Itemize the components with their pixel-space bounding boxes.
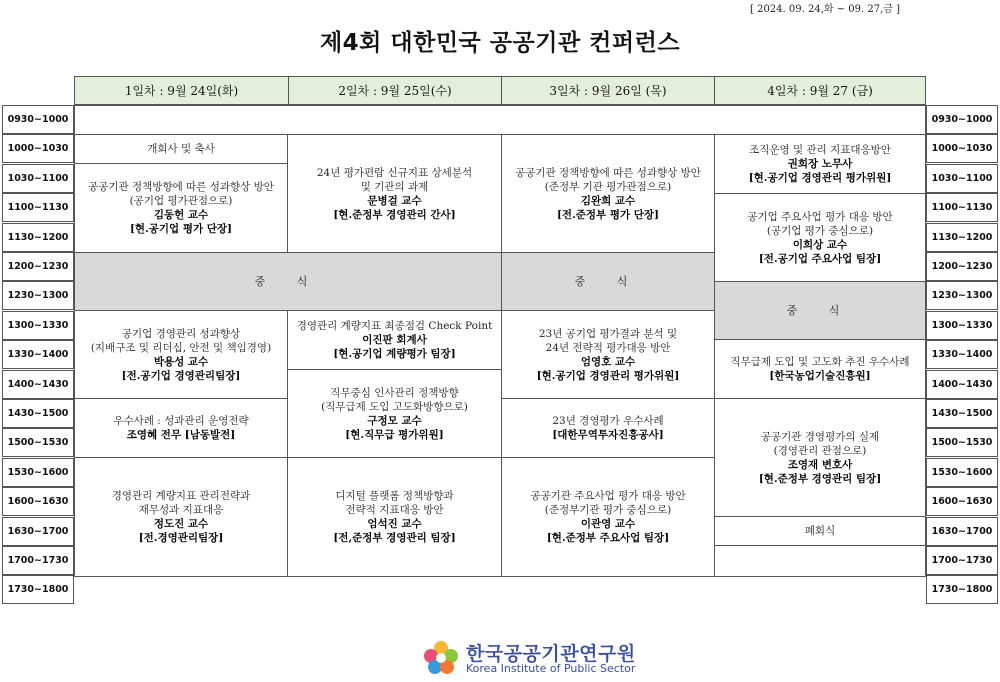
session-text: (지배구조 및 리더십, 안전 및 책임경영) xyxy=(90,341,272,354)
session-text: 24년 평가편람 신규지표 상세분석 xyxy=(316,166,473,179)
time-slot: 1000~1030 xyxy=(2,134,74,163)
time-slot: 1030~1100 xyxy=(2,164,74,193)
session-text: (공기업 평가관점으로) xyxy=(129,195,233,207)
session-d2-3 xyxy=(287,369,502,458)
time-slot: 1630~1700 xyxy=(2,517,74,546)
session-text: 공공기관 정책방향에 따른 성과향상 방안 xyxy=(515,166,701,179)
session-text: 중 식 xyxy=(254,274,322,288)
time-slot: 1130~1200 xyxy=(2,223,74,252)
session-d2-1 xyxy=(287,134,502,253)
session-text: 디지털 플랫폼 정책방향과 xyxy=(335,490,454,502)
session-speaker: [전.경영관리팀장] xyxy=(138,532,224,544)
session-speaker: [현.공기업 경영관리 평가위원] xyxy=(748,172,892,184)
time-slot: 1330~1400 xyxy=(926,340,998,369)
session-text: 전략적 지표대응 방안 xyxy=(345,504,444,516)
time-slot: 1400~1430 xyxy=(2,370,74,399)
session-text: (공기업 평가 중심으로) xyxy=(766,224,874,237)
session-text: 중 식 xyxy=(574,274,642,288)
session-speaker: 이진판 회계사 xyxy=(362,334,427,346)
time-slot: 1230~1300 xyxy=(926,281,998,310)
page-title: 제4회 대한민국 공공기관 컨퍼런스 xyxy=(319,30,681,56)
session-speaker: [한국농업기술진흥원] xyxy=(769,370,871,382)
session-speaker: 이희상 교수 xyxy=(792,238,848,251)
session-text: 경영관리 계량지표 최종점검 Check Point xyxy=(296,320,493,332)
session-text: (준정부 기관 평가관점으로) xyxy=(544,180,672,193)
session-text: 공기업 경영관리 성과향상 xyxy=(121,327,241,340)
session-d4-3 xyxy=(714,339,926,399)
day-header-3: 3일차 : 9월 26일 (목) xyxy=(501,76,714,105)
session-speaker: 문병걸 교수 xyxy=(367,194,422,207)
session-d4-1 xyxy=(714,134,926,194)
session-speaker: [전.공기업 주요사업 팀장] xyxy=(758,252,882,265)
time-slot: 1130~1200 xyxy=(926,223,998,252)
session-speaker: 엄석진 교수 xyxy=(367,518,422,530)
session-d3-3 xyxy=(501,398,715,458)
session-text: 조직운영 및 관리 지표대응방안 xyxy=(749,144,891,156)
time-slot: 1500~1530 xyxy=(2,428,74,457)
session-speaker: 박용성 교수 xyxy=(153,355,209,368)
lunch-d4 xyxy=(714,281,926,340)
session-speaker: 정도진 교수 xyxy=(153,518,209,530)
session-d3-4 xyxy=(501,457,715,577)
session-text: 공기업 주요사업 평가 대응 방안 xyxy=(747,210,893,223)
session-text: 직무급제 도입 및 고도화 추진 우수사례 xyxy=(730,356,910,368)
session-text: 개회사 및 축사 xyxy=(147,143,215,155)
time-slot: 1300~1330 xyxy=(2,311,74,340)
day-header-4: 4일차 : 9월 27 (금) xyxy=(714,76,926,105)
session-text: 폐회식 xyxy=(804,525,836,537)
session-text: (경영관리 관점으로) xyxy=(773,444,867,457)
time-slot: 1730~1800 xyxy=(926,575,998,604)
session-text: 공공기관 주요사업 평가 대응 방안 xyxy=(530,490,686,502)
session-speaker: [대한무역투자진흥공사] xyxy=(552,429,664,441)
session-text: 공공기관 경영평가의 실제 xyxy=(760,430,880,443)
time-slot: 1200~1230 xyxy=(2,252,74,281)
time-slot: 0930~1000 xyxy=(2,105,74,134)
session-d4-2 xyxy=(714,193,926,282)
session-speaker: 김동헌 교수 xyxy=(153,209,209,221)
lunch-d1-d2 xyxy=(74,252,502,311)
session-speaker: [현.준정부 주요사업 팀장] xyxy=(546,532,670,544)
session-text: (준정부기관 평가 중심으로) xyxy=(544,504,672,516)
session-text: 및 기관의 과제 xyxy=(360,180,429,193)
time-slot: 1630~1700 xyxy=(926,517,998,546)
session-speaker: 엄영호 교수 xyxy=(580,355,636,368)
time-slot: 1030~1100 xyxy=(926,164,998,193)
time-slot: 1000~1030 xyxy=(926,134,998,163)
session-speaker: [현.직무급 평가위원] xyxy=(345,428,444,441)
session-speaker: [현.준정부 경영관리 간사] xyxy=(333,208,456,221)
session-speaker: 조영혜 전무 [남동발전] xyxy=(126,429,236,441)
date-range: [ 2024. 09. 24,화 ~ 09. 27,금 ] xyxy=(750,4,900,15)
time-slot: 1230~1300 xyxy=(2,281,74,310)
session-text: 우수사례 : 성과관리 운영전략 xyxy=(113,415,249,427)
time-slot: 1430~1500 xyxy=(2,399,74,428)
time-slot: 1700~1730 xyxy=(926,546,998,575)
session-speaker: 조영재 변호사 xyxy=(787,458,853,471)
time-slot: 1730~1800 xyxy=(2,575,74,604)
session-text: 23년 경영평가 우수사례 xyxy=(552,415,664,427)
session-d3-1 xyxy=(501,134,715,253)
session-speaker: [전,준정부 경영관리 팀장] xyxy=(333,532,456,544)
lunch-d3 xyxy=(501,252,715,311)
session-speaker: [현.준정부 경영관리 팀장] xyxy=(758,472,882,485)
logo-name-ko: 한국공공기관연구원 xyxy=(466,643,636,665)
session-d2-2 xyxy=(287,310,502,370)
session-speaker: 이관영 교수 xyxy=(580,518,636,530)
time-slot: 1200~1230 xyxy=(926,252,998,281)
logo-flower-icon xyxy=(420,638,462,678)
session-text: 24년 전략적 평가대응 방안 xyxy=(545,341,671,354)
time-slot: 1100~1130 xyxy=(2,193,74,222)
session-speaker: 권희장 노무사 xyxy=(787,158,853,170)
time-slot: 1400~1430 xyxy=(926,370,998,399)
session-d1-1 xyxy=(74,163,288,253)
session-d1-2 xyxy=(74,310,288,399)
time-slot: 1500~1530 xyxy=(926,428,998,457)
time-slot: 0930~1000 xyxy=(926,105,998,134)
session-d4-closing xyxy=(714,516,926,546)
time-slot: 1530~1600 xyxy=(926,458,998,487)
session-text: (직무급제 도입 고도화방향으로) xyxy=(321,400,468,413)
session-speaker: 김완희 교수 xyxy=(580,194,636,207)
session-text: 23년 공기업 평가결과 분석 및 xyxy=(538,327,678,340)
session-speaker: [현.공기업 평가 단장] xyxy=(129,223,233,235)
logo-name-en: Korea Institute of Public Sector xyxy=(466,662,636,675)
session-speaker: [전.공기업 경영관리팀장] xyxy=(121,369,241,382)
time-slot: 1300~1330 xyxy=(926,311,998,340)
day-header-1: 1일차 : 9월 24일(화) xyxy=(74,76,288,105)
time-slot: 1600~1630 xyxy=(926,487,998,516)
institute-logo xyxy=(420,638,680,678)
session-d1-3 xyxy=(74,398,288,458)
session-speaker: 구정모 교수 xyxy=(367,414,422,427)
session-text: 경영관리 계량지표 관리전략과 xyxy=(111,490,251,502)
session-d2-4 xyxy=(287,457,502,577)
session-text: 재무성과 지표대응 xyxy=(138,504,224,516)
session-speaker: [현.공기업 계량평가 팀장] xyxy=(333,348,456,360)
session-d3-2 xyxy=(501,310,715,399)
time-slot: 1700~1730 xyxy=(2,546,74,575)
time-slot: 1530~1600 xyxy=(2,458,74,487)
session-d4-4 xyxy=(714,398,926,517)
time-slot: 1100~1130 xyxy=(926,193,998,222)
day-header-2: 2일차 : 9월 25일(수) xyxy=(288,76,501,105)
time-slot: 1430~1500 xyxy=(926,399,998,428)
session-speaker: [전.준정부 평가 단장] xyxy=(556,208,660,221)
session-speaker: [현.공기업 경영관리 평가위원] xyxy=(536,369,680,382)
time-slot: 1330~1400 xyxy=(2,340,74,369)
session-text: 공공기관 정책방향에 따른 성과향상 방안 xyxy=(88,181,274,193)
time-slot: 1600~1630 xyxy=(2,487,74,516)
session-text: 중 식 xyxy=(786,303,854,317)
session-d1-4 xyxy=(74,457,288,577)
session-d1-opening xyxy=(74,134,288,164)
session-text: 직무중심 인사관리 정책방향 xyxy=(330,386,459,399)
